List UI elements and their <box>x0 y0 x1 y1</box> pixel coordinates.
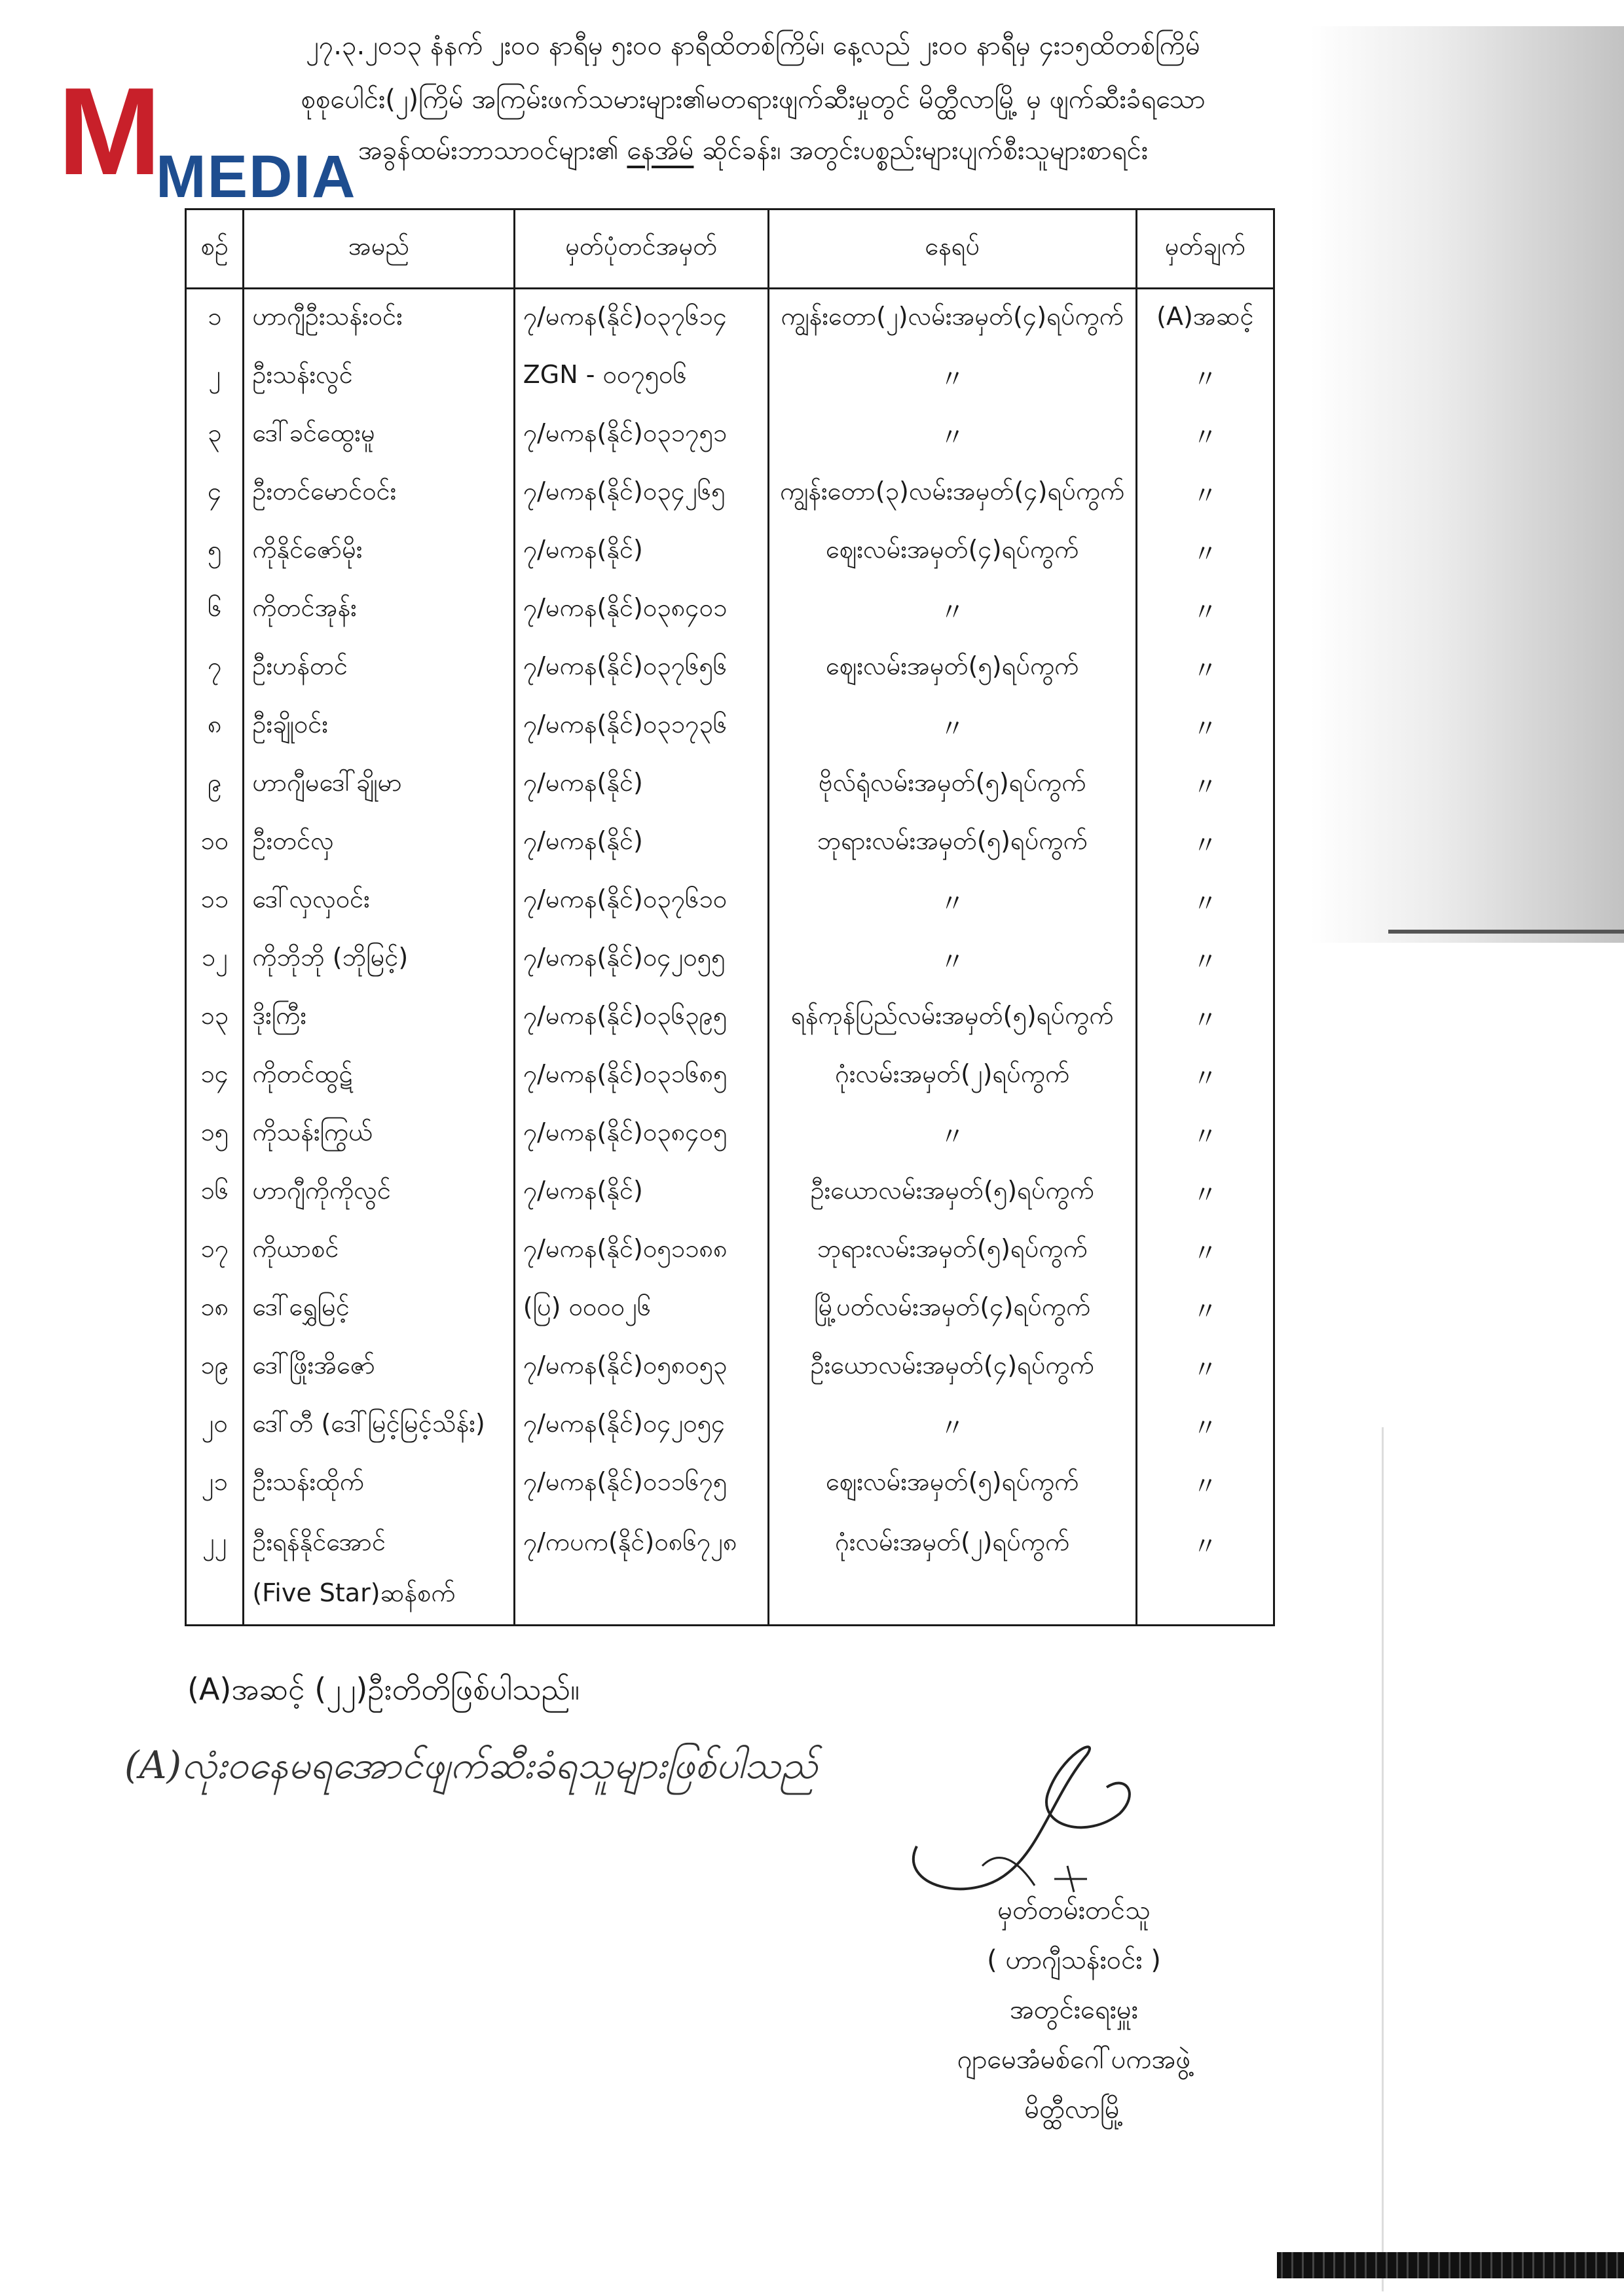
signatory-role-recorder: မှတ်တမ်းတင်သူ <box>997 1895 1151 1925</box>
cell-id: ၇/ကပက(နိုင်)၀၈၆၇၂၈ <box>514 1513 768 1626</box>
table-row <box>186 1047 1274 1105</box>
cell-no: ၁ <box>186 289 244 348</box>
cell-id: ၇/မကန(နိုင်)၀၃၄၂၆၅ <box>514 464 768 522</box>
handwritten-note: (A)လုံးဝနေမရအောင်ဖျက်ဆီးခံရသူများဖြစ်ပါသည် <box>124 1743 818 1787</box>
cell-address: ဦးယောလမ်းအမှတ်(၄)ရပ်ကွက် <box>768 1338 1136 1396</box>
cell-name: ကိုတင်အုန်း <box>244 581 514 639</box>
cell-name: ဒေါ်လှလှဝင်း <box>244 872 514 930</box>
cell-name: ဒေါ်တီ (ဒေါ်မြင့်မြင့်သိန်း) <box>244 1396 514 1455</box>
table-row <box>186 581 1274 639</box>
table-row <box>186 814 1274 872</box>
cell-name: ကိုတင်ထွဋ် <box>244 1047 514 1105</box>
cell-address: ဘုရားလမ်းအမှတ်(၅)ရပ်ကွက် <box>768 814 1136 872</box>
cell-id: ၇/မကန(နိုင်)၀၃၈၄၀၁ <box>514 581 768 639</box>
table-row <box>186 930 1274 989</box>
cell-address: ဈေးလမ်းအမှတ်(၄)ရပ်ကွက် <box>768 522 1136 581</box>
signatory-name: ( ဟာဂျီသန်းဝင်း ) <box>987 1945 1161 1975</box>
title-line-3-post: ဆိုင်ခန်း၊ အတွင်းပစ္စည်းများပျက်စီးသူများစာရင်း <box>702 136 1148 166</box>
cell-id: ၇/မကန(နိုင်)၀၃၁၇၅၁ <box>514 406 768 464</box>
cell-no: ၂၀ <box>186 1396 244 1455</box>
title-line-3-pre: အခွန်ထမ်းဘာသာဝင်များ၏ <box>358 136 627 166</box>
scan-edge-line <box>1388 930 1624 934</box>
table-row <box>186 989 1274 1047</box>
cell-remark: 〃 <box>1136 1280 1274 1338</box>
cell-name: ဟာဂျီမဒေါ်ချိုမာ <box>244 756 514 814</box>
cell-id: ၇/မကန(နိုင်)၀၃၈၄၀၅ <box>514 1105 768 1163</box>
cell-remark: 〃 <box>1136 406 1274 464</box>
cell-address: ဂုံးလမ်းအမှတ်(၂)ရပ်ကွက် <box>768 1047 1136 1105</box>
header-id: မှတ်ပုံတင်အမှတ် <box>514 210 768 289</box>
signature <box>891 1715 1166 1912</box>
cell-no: ၂၂ <box>186 1513 244 1626</box>
cell-no: ၁၈ <box>186 1280 244 1338</box>
cell-address: 〃 <box>768 930 1136 989</box>
cell-name: ဒေါ်ဖြိုးအိဇော် <box>244 1338 514 1396</box>
cell-name: ဦးချိုဝင်း <box>244 697 514 756</box>
cell-id: ၇/မကန(နိုင်)၀၃၇၆၁၄ <box>514 289 768 348</box>
cell-no: ၃ <box>186 406 244 464</box>
cell-no: ၁၅ <box>186 1105 244 1163</box>
cell-id: (ပြ) ၀၀၀၀၂၆ <box>514 1280 768 1338</box>
cell-no: ၆ <box>186 581 244 639</box>
cell-no: ၁၆ <box>186 1163 244 1222</box>
scan-edge-bottom <box>1277 2252 1624 2278</box>
header-remark: မှတ်ချက် <box>1136 210 1274 289</box>
cell-remark: 〃 <box>1136 639 1274 697</box>
cell-no: ၁၇ <box>186 1222 244 1280</box>
table-row <box>186 1105 1274 1163</box>
title-line-1: ၂၇.၃.၂၀၁၃ နံနက် ၂း၀၀ နာရီမှ ၅း၀၀ နာရီထိတစ်ကြိမ်၊ နေ့လည် ၂း၀၀ နာရီမှ ၄း၁၅ထိတစ်ကြိမ် <box>306 31 1200 61</box>
cell-name: ဒေါ်ရွှေမြင့် <box>244 1280 514 1338</box>
cell-name: ကိုသန်းကြွယ် <box>244 1105 514 1163</box>
signatory-block <box>904 1886 1244 2134</box>
cell-name: ဒေါ်ခင်ထွေးမူ <box>244 406 514 464</box>
cell-remark: 〃 <box>1136 1396 1274 1455</box>
cell-no: ၄ <box>186 464 244 522</box>
cell-name: ဦးတင်လှ <box>244 814 514 872</box>
cell-address: ဈေးလမ်းအမှတ်(၅)ရပ်ကွက် <box>768 1455 1136 1513</box>
signatory-position: အတွင်းရေးမှူး <box>1010 1995 1138 2025</box>
cell-address: မြို့ပတ်လမ်းအမှတ်(၄)ရပ်ကွက် <box>768 1280 1136 1338</box>
cell-remark: 〃 <box>1136 872 1274 930</box>
cell-id: ၇/မကန(နိုင်)၀၅၈၀၅၃ <box>514 1338 768 1396</box>
cell-address: ကျွန်းတော(၂)လမ်းအမှတ်(၄)ရပ်ကွက် <box>768 289 1136 348</box>
cell-no: ၉ <box>186 756 244 814</box>
header-name: အမည် <box>244 210 514 289</box>
cell-name: ဟာဂျီဦးသန်းဝင်း <box>244 289 514 348</box>
cell-name: ဟာဂျီကိုကိုလွင် <box>244 1163 514 1222</box>
cell-name: ဒိုးကြီး <box>244 989 514 1047</box>
table-row <box>186 872 1274 930</box>
cell-address: 〃 <box>768 697 1136 756</box>
cell-name: ဦးသန်းထိုက် <box>244 1455 514 1513</box>
cell-id: ၇/မကန(နိုင်) <box>514 522 768 581</box>
scan-edge-right <box>1382 1427 1384 2291</box>
cell-address: ကျွန်းတော(၃)လမ်းအမှတ်(၄)ရပ်ကွက် <box>768 464 1136 522</box>
cell-address: 〃 <box>768 872 1136 930</box>
cell-id: ၇/မကန(နိုင်)၀၃၁၇၃၆ <box>514 697 768 756</box>
cell-id: ၇/မကန(နိုင်)၀၃၁၆၈၅ <box>514 1047 768 1105</box>
title-line-3-emphasis: နေအိမ် <box>627 136 694 166</box>
cell-id: ၇/မကန(နိုင်)၀၁၁၆၇၅ <box>514 1455 768 1513</box>
cell-remark: 〃 <box>1136 1222 1274 1280</box>
cell-no: ၁၁ <box>186 872 244 930</box>
table-row <box>186 1396 1274 1455</box>
cell-no: ၈ <box>186 697 244 756</box>
cell-address: ဗိုလ်ရုံလမ်းအမှတ်(၅)ရပ်ကွက် <box>768 756 1136 814</box>
cell-name: ကိုယာစင် <box>244 1222 514 1280</box>
cell-address: 〃 <box>768 348 1136 406</box>
cell-remark: 〃 <box>1136 697 1274 756</box>
cell-no: ၁၉ <box>186 1338 244 1396</box>
cell-remark: 〃 <box>1136 756 1274 814</box>
cell-no: ၁၄ <box>186 1047 244 1105</box>
cell-no: ၂၁ <box>186 1455 244 1513</box>
cell-no: ၁၀ <box>186 814 244 872</box>
table-row <box>186 464 1274 522</box>
scan-shadow <box>1310 26 1624 943</box>
cell-remark: 〃 <box>1136 464 1274 522</box>
header-address: နေရပ် <box>768 210 1136 289</box>
cell-name: ကိုဘိုဘို (ဘိုမြင့်) <box>244 930 514 989</box>
cell-remark: 〃 <box>1136 1338 1274 1396</box>
table-row <box>186 406 1274 464</box>
cell-remark: 〃 <box>1136 1105 1274 1163</box>
cell-address: 〃 <box>768 406 1136 464</box>
cell-id: ၇/မကန(နိုင်)၀၃၇၆၁၀ <box>514 872 768 930</box>
cell-name: ဦးတင်မောင်ဝင်း <box>244 464 514 522</box>
cell-name: ဦးသန်းလွင် <box>244 348 514 406</box>
cell-id: ၇/မကန(နိုင်)၀၃၆၃၉၅ <box>514 989 768 1047</box>
table-row <box>186 1280 1274 1338</box>
cell-remark: 〃 <box>1136 989 1274 1047</box>
cell-address: ဘုရားလမ်းအမှတ်(၅)ရပ်ကွက် <box>768 1222 1136 1280</box>
cell-id: ၇/မကန(နိုင်)၀၅၁၁၈၈ <box>514 1222 768 1280</box>
table-header-row <box>186 210 1274 289</box>
logo-m: M <box>58 62 158 201</box>
cell-no: ၇ <box>186 639 244 697</box>
victims-table <box>185 208 1275 1626</box>
table-row <box>186 1338 1274 1396</box>
cell-remark: 〃 <box>1136 522 1274 581</box>
cell-remark: 〃 <box>1136 1513 1274 1626</box>
table-row <box>186 289 1274 348</box>
signatory-town: မိတ္ထီလာမြို့ <box>1024 2094 1124 2124</box>
cell-name: ဦးဟန်တင် <box>244 639 514 697</box>
cell-id: ၇/မကန(နိုင်) <box>514 756 768 814</box>
cell-address: 〃 <box>768 1105 1136 1163</box>
title-line-3 <box>196 135 1310 166</box>
table-row <box>186 348 1274 406</box>
table-row <box>186 1222 1274 1280</box>
cell-name <box>244 1513 514 1626</box>
cell-remark: 〃 <box>1136 1047 1274 1105</box>
cell-remark: 〃 <box>1136 814 1274 872</box>
table-row-last <box>186 1513 1274 1626</box>
cell-address: 〃 <box>768 581 1136 639</box>
table-row <box>186 697 1274 756</box>
cell-address: ဂုံးလမ်းအမှတ်(၂)ရပ်ကွက် <box>768 1513 1136 1626</box>
footnote: (A)အဆင့် (၂၂)ဦးတိတိဖြစ်ပါသည်။ <box>187 1671 580 1707</box>
cell-remark: 〃 <box>1136 1455 1274 1513</box>
cell-name-line-2: (Five Star)ဆန်စက် <box>252 1578 456 1607</box>
table-row <box>186 1455 1274 1513</box>
cell-id: ၇/မကန(နိုင်) <box>514 814 768 872</box>
table-row <box>186 1163 1274 1222</box>
cell-name: ကိုနိုင်ဇော်မိုး <box>244 522 514 581</box>
header-no: စဉ် <box>186 210 244 289</box>
table-row <box>186 756 1274 814</box>
cell-remark: 〃 <box>1136 1163 1274 1222</box>
table-row <box>186 639 1274 697</box>
cell-no: ၅ <box>186 522 244 581</box>
logo-media: MEDIA <box>156 143 357 210</box>
cell-no: ၁၂ <box>186 930 244 989</box>
cell-address: ရန်ကုန်ပြည်လမ်းအမှတ်(၅)ရပ်ကွက် <box>768 989 1136 1047</box>
signatory-organization: ဂျာမေအံမစ်ဂေါ်ပကအဖွဲ့ <box>957 2045 1191 2075</box>
cell-no: ၂ <box>186 348 244 406</box>
title-line-2: စုစုပေါင်း(၂)ကြိမ် အကြမ်းဖက်သမားများ၏မတရားဖျက်ဆီးမှုတွင် မိတ္ထီလာမြို့ မှ ဖျက်ဆီးခံရသော <box>301 84 1206 115</box>
cell-remark: (A)အဆင့် <box>1136 289 1274 348</box>
cell-no: ၁၃ <box>186 989 244 1047</box>
cell-remark: 〃 <box>1136 930 1274 989</box>
cell-name-line-1: ဦးရန်နိုင်အောင် <box>252 1527 386 1556</box>
cell-remark: 〃 <box>1136 348 1274 406</box>
cell-id: ၇/မကန(နိုင်)၀၄၂၀၅၄ <box>514 1396 768 1455</box>
table-row <box>186 522 1274 581</box>
table-body <box>186 289 1274 1626</box>
cell-remark: 〃 <box>1136 581 1274 639</box>
cell-address: 〃 <box>768 1396 1136 1455</box>
cell-address: ဦးယောလမ်းအမှတ်(၅)ရပ်ကွက် <box>768 1163 1136 1222</box>
cell-id: ၇/မကန(နိုင်)၀၃၇၆၅၆ <box>514 639 768 697</box>
cell-id: ZGN - ၀၀၇၅၀၆ <box>514 348 768 406</box>
cell-id: ၇/မကန(နိုင်)၀၄၂၀၅၅ <box>514 930 768 989</box>
cell-address: ဈေးလမ်းအမှတ်(၅)ရပ်ကွက် <box>768 639 1136 697</box>
cell-id: ၇/မကန(နိုင်) <box>514 1163 768 1222</box>
